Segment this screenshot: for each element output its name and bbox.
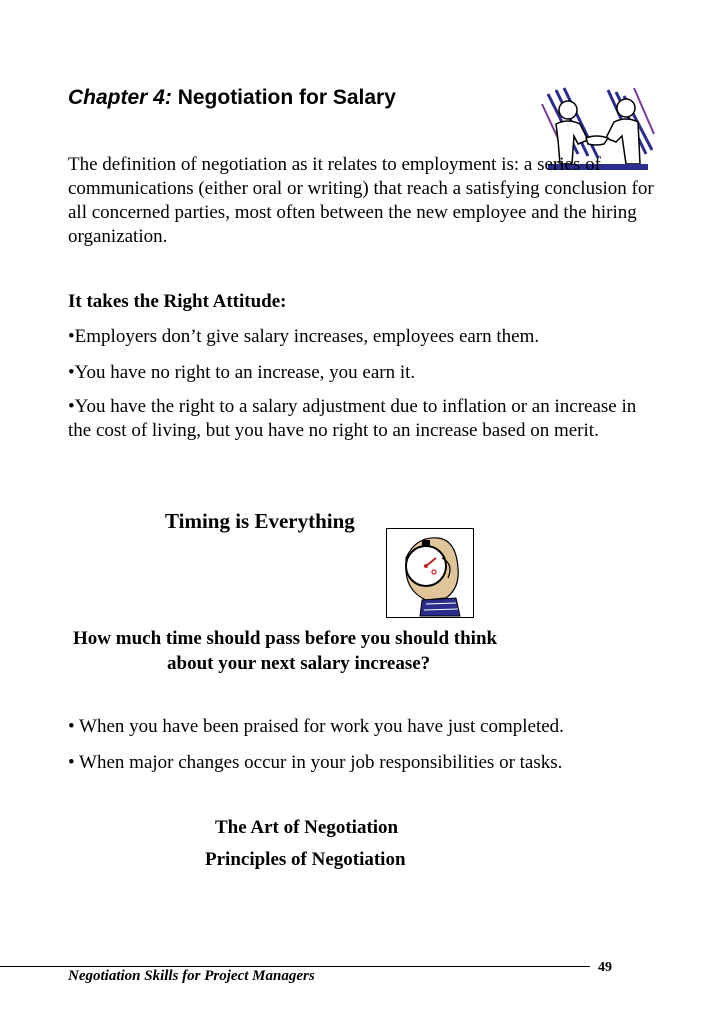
footer-divider <box>0 966 590 967</box>
attitude-bullet: •Employers don’t give salary increases, employees earn them. <box>68 326 540 347</box>
timing-heading: Timing is Everything <box>165 509 355 533</box>
answer-bullet: • When you have been praised for work you have just completed. <box>68 716 564 737</box>
question-line: How much time should pass before you should think <box>73 628 498 649</box>
principles-heading: Principles of Negotiation <box>205 849 406 870</box>
stopwatch-clipart-icon <box>386 528 474 618</box>
attitude-bullet: •You have no right to an increase, you earn it. <box>68 362 416 383</box>
answer-bullet: • When major changes occur in your job responsibilities or tasks. <box>68 752 563 773</box>
chapter-heading <box>68 86 396 110</box>
footer-title: Negotiation Skills for Project Managers <box>68 968 315 984</box>
attitude-bullet: •You have the right to a salary adjustment due to inflation or an increase in the cost of living, but you have no right to an increase based on merit. <box>68 396 637 441</box>
chapter-title: Negotiation for Salary <box>171 86 396 109</box>
art-heading: The Art of Negotiation <box>215 817 399 838</box>
intro-paragraph: The definition of negotiation as it relates to employment is: a series of communications (either oral or writing) that reach a satisfying conclusion for all concerned parties, most often between the new employee and the hiring organization. <box>68 154 654 247</box>
attitude-heading: It takes the Right Attitude: <box>68 291 287 312</box>
chapter-label: Chapter 4: <box>68 86 172 109</box>
page-number: 49 <box>598 960 612 975</box>
question-line: about your next salary increase? <box>167 653 431 674</box>
